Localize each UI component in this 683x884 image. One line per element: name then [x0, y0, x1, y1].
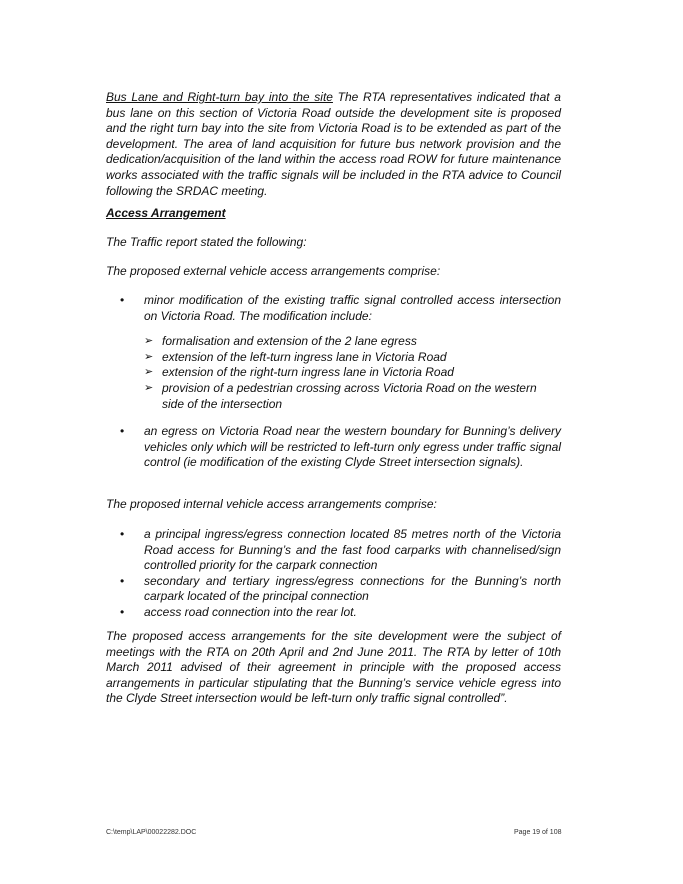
list-item [106, 527, 561, 574]
arrow-bullet-icon: ➢ [144, 335, 154, 348]
internal-intro [106, 497, 561, 513]
arrow-bullet-icon: ➢ [144, 350, 154, 363]
internal-bullet-list [106, 527, 561, 621]
bullet-icon: • [120, 424, 125, 438]
internal-item-text: a principal ingress/egress connection located 85 metres north of the Victoria Road access for Bunning’s and the fast food carparks with channelised/sign controlled priority for the carpark connection [144, 527, 561, 573]
external-intro-text: The proposed external vehicle access arrangements comprise: [106, 264, 441, 278]
subitem-text: provision of a pedestrian crossing across Victoria Road on the western side of the intersection [162, 380, 537, 411]
list-item [106, 574, 561, 605]
closing-paragraph [106, 629, 561, 707]
bullet-icon: • [120, 527, 125, 541]
section-heading [106, 206, 561, 222]
external-item-text: minor modification of the existing traffic signal controlled access intersection on Victoria Road. The modification include: [144, 293, 561, 323]
internal-item-text: access road connection into the rear lot. [144, 604, 357, 619]
bullet-icon: • [120, 573, 125, 588]
traffic-intro [106, 235, 561, 251]
bullet-icon: • [120, 293, 125, 307]
arrow-bullet-icon: ➢ [144, 366, 154, 379]
bus-lane-paragraph [106, 90, 561, 199]
modification-sublist [144, 334, 561, 412]
closing-text: The proposed access arrangements for the site development were the subject of meetings with the RTA on 20th April and 2nd June 2011. The RTA by letter of 10th March 2011 advised of their agreement in principle with the proposed access arrangements in particular stipulating that the Bunning’s service vehicle egress into the Clyde Street intersection would be left-turn only traffic signal controlled”. [106, 629, 561, 706]
bus-lane-subheading: Bus Lane and Right-turn bay into the site [106, 90, 333, 104]
external-intro [106, 264, 561, 280]
bus-lane-text: The RTA representatives indicated that a bus lane on this section of Victoria Road outside the development site is proposed and the right turn bay into the site from Victoria Road is to be extended as part of the development. The area of land acquisition for future bus network provision and the dedication/acquisition of the land within the access road ROW for future maintenance works associated with the traffic signals will be included in the RTA advice to Council following the SRDAC meeting. [106, 90, 561, 198]
subitem-text: extension of the right-turn ingress lane in Victoria Road [162, 365, 454, 380]
list-item [144, 381, 561, 412]
external-bullet-list-2 [106, 424, 561, 471]
list-item [144, 365, 561, 381]
subitem-text: extension of the left-turn ingress lane in Victoria Road [162, 349, 447, 364]
external-item-text: an egress on Victoria Road near the western boundary for Bunning’s delivery vehicles only which will be restricted to left-turn only egress under traffic signal control (ie modification of the existing Clyde Street intersection signals). [144, 424, 561, 470]
internal-intro-text: The proposed internal vehicle access arrangements comprise: [106, 497, 437, 511]
arrow-bullet-icon: ➢ [144, 381, 154, 394]
external-bullet-list [106, 293, 561, 412]
list-item [106, 605, 561, 621]
list-item [144, 334, 561, 350]
footer-page-number: Page 19 of 108 [514, 829, 562, 836]
footer-file-path: C:\temp\LAP\00022282.DOC [106, 829, 197, 836]
list-item [106, 424, 561, 471]
bullet-icon: • [120, 604, 125, 619]
list-item [106, 293, 561, 412]
internal-item-text: secondary and tertiary ingress/egress connections for the Bunning’s north carpark located of the principal connection [144, 573, 561, 604]
list-item [144, 350, 561, 366]
traffic-intro-text: The Traffic report stated the following: [106, 235, 307, 249]
access-arrangement-heading: Access Arrangement [106, 206, 226, 220]
subitem-text: formalisation and extension of the 2 lane egress [162, 334, 417, 349]
